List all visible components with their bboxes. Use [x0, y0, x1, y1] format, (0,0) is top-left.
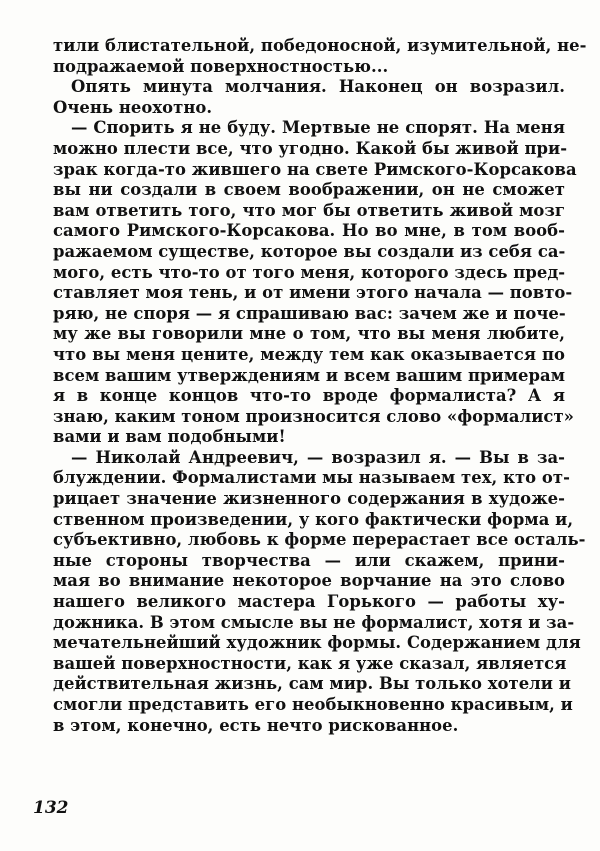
body-text [53, 36, 587, 736]
text-line: субъективно, любовь к форме перерастает все осталь- [53, 530, 586, 550]
text-line: зрак когда-то жившего на свете Римского-Корсакова [53, 159, 577, 179]
text-line: ражаемом существе, которое вы создали из себя са- [53, 241, 566, 261]
text-line: ряю, не споря — я спрашиваю вас: зачем же и поче- [53, 303, 566, 323]
text-line: я в конце концов что-то вроде формалиста? А я [53, 386, 565, 406]
text-line: ственном произведении, у кого фактически форма и, [53, 509, 574, 529]
text-line: Опять минута молчания. Наконец он возразил. [71, 77, 565, 97]
text-line: можно плести все, что угодно. Какой бы живой при- [53, 138, 568, 158]
text-line: подражаемой поверхностностью... [53, 56, 389, 76]
text-line: блуждении. Формалистами мы называем тех, кто от- [53, 468, 570, 488]
text-line: самого Римского-Корсакова. Но во мне, в том вооб- [53, 221, 565, 241]
text-line: — Спорить я не буду. Мертвые не спорят. На меня [71, 118, 565, 138]
text-line: вами и вам подобными! [53, 427, 286, 447]
text-line: Очень неохотно. [53, 97, 213, 117]
text-line: всем вашим утверждениям и всем вашим примерам [53, 365, 565, 385]
text-line: в этом, конечно, есть нечто рискованное. [53, 715, 459, 735]
text-line: мая во внимание некоторое ворчание на это слово [53, 571, 565, 591]
text-line: дожника. В этом смысле вы не формалист, хотя и за- [53, 612, 575, 632]
text-line: ные стороны творчества — или скажем, прини- [53, 550, 565, 570]
text-line: мечательнейший художник формы. Содержанием для [53, 633, 581, 653]
text-line: мого, есть что-то от того меня, которого здесь пред- [53, 262, 566, 282]
text-line: тили блистательной, победоносной, изумительной, не- [53, 36, 587, 55]
text-line: что вы меня цените, между тем как оказывается по [53, 344, 565, 364]
text-line: ставляет моя тень, и от имени этого начала — повто- [53, 283, 573, 303]
page-number: 132 [33, 798, 69, 818]
text-line: вашей поверхностности, как я уже сказал, является [53, 653, 567, 673]
text-line: му же вы говорили мне о том, что вы меня любите, [53, 324, 565, 344]
text-line: вы ни создали в своем воображении, он не сможет [53, 180, 565, 200]
text-line: знаю, каким тоном произносится слово «формалист» [53, 406, 574, 426]
text-line: действительная жизнь, сам мир. Вы только хотели и [53, 674, 571, 694]
text-line: смогли представить его необыкновенно красивым, и [53, 695, 573, 714]
text-line: нашего великого мастера Горького — работы ху- [53, 592, 565, 612]
text-line: вам ответить того, что мог бы ответить живой мозг [53, 200, 565, 220]
text-line: рицает значение жизненного содержания в художе- [53, 489, 565, 509]
text-line: — Николай Андреевич, — возразил я. — Вы в за- [71, 447, 565, 467]
